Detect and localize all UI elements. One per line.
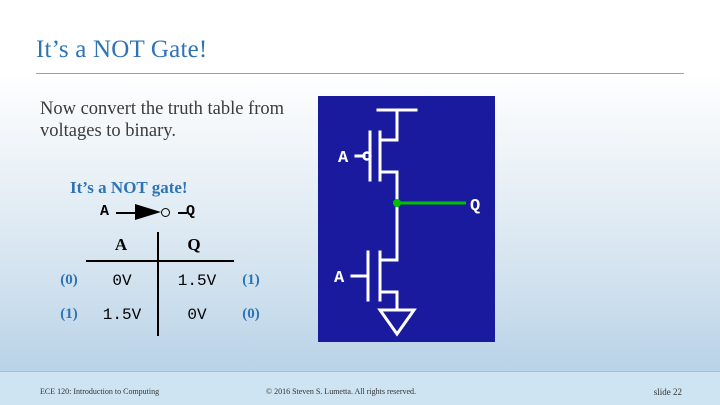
footer-copyright: © 2016 Steven S. Lumetta. All rights reserved. <box>266 387 417 396</box>
schematic-pmos-label: A <box>338 149 349 168</box>
page-title: It’s a NOT Gate! <box>36 36 208 63</box>
table-row-0-a-voltage: 0V <box>112 272 132 290</box>
table-row-1-q-voltage: 0V <box>187 306 207 324</box>
table-header-rule <box>86 260 234 262</box>
title-divider <box>36 73 684 74</box>
truth-table <box>44 232 276 342</box>
table-row-1-a-voltage: 1.5V <box>102 306 142 324</box>
table-row-0-q-voltage: 1.5V <box>177 272 217 290</box>
inverter-triangle-icon <box>135 204 161 220</box>
schematic-output-label: Q <box>470 197 481 216</box>
table-row-1-a-binary: (1) <box>60 306 78 322</box>
inverter-input-label: A <box>100 203 110 220</box>
inverter-input-wire <box>116 212 135 214</box>
inverter-output-label: Q <box>186 203 196 220</box>
table-header-a: A <box>114 235 128 254</box>
sub-heading: It’s a NOT gate! <box>70 178 188 197</box>
footer-slide-number: slide 22 <box>653 387 682 397</box>
table-header-q: Q <box>187 235 201 254</box>
table-row-0-a-binary: (0) <box>60 272 78 288</box>
table-row-1-q-binary: (0) <box>242 306 260 322</box>
inverter-bubble-icon <box>161 208 170 217</box>
cmos-inverter-schematic <box>318 96 495 342</box>
table-row-0-q-binary: (1) <box>242 272 260 288</box>
inverter-symbol <box>100 200 210 226</box>
body-text: Now convert the truth table from voltages to binary. <box>40 99 285 141</box>
footer-course: ECE 120: Introduction to Computing <box>40 387 160 396</box>
table-column-rule <box>157 232 159 336</box>
schematic-nmos-label: A <box>334 269 345 288</box>
